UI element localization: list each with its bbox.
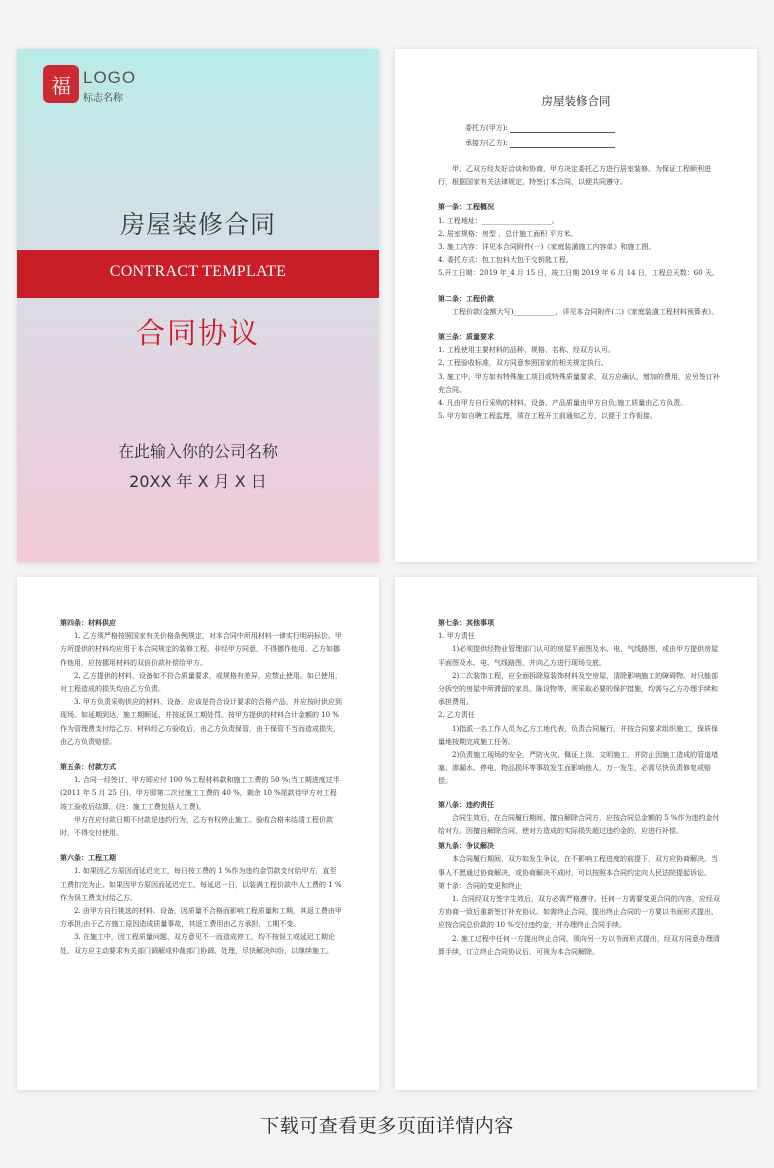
list-item: 1. 工程地址：____________________。: [438, 216, 559, 225]
section-heading: 第四条：材料供应: [60, 619, 116, 627]
party-a-line: [465, 123, 615, 133]
footer-caption: 下载可查看更多页面详情内容: [260, 1115, 514, 1137]
list-item: 2. 工程验收标准，双方同意参照国家的相关规定执行。: [438, 359, 608, 368]
paragraph: 合同生效后，在合同履行期间，擅自解除合同方，应按合同总金额的 5 %作为违约金付给对方。因擅自解除合同，使对方造成的实际损失超过违约金的，应进行补偿。: [438, 813, 720, 836]
logo-icon: [43, 65, 79, 103]
section-heading: 第八条：违约责任: [438, 800, 494, 809]
list-item: 1. 合同一经签订，甲方即应付 100 %工程材料款和施工工费的 50 %;当工期进度过半(2011 年 5 月 25 日)，甲方即第二次付施工工费的 40 %，剩余 10 %尾款待甲方对工程竣工验收后结算。(注：施工工费包括人工费)。: [60, 776, 340, 811]
list-item: 1. 工程使用主要材料的品种、规格、名称、经双方认可。: [438, 346, 615, 355]
sub-heading: 1. 甲方责任: [438, 632, 475, 641]
section-heading: 第九条：争议解决: [438, 842, 494, 851]
cover-band-text: CONTRACT TEMPLATE: [109, 263, 287, 280]
section-heading: 第五条：付款方式: [60, 763, 116, 772]
list-item: 1)必须提供经物业管理部门认可的房屋平面图及水、电、气线路图，或由甲方提供房屋平面图及水、电、气线路图，并向乙方进行现场交底。: [438, 645, 719, 667]
party-a-label: 委托方(甲方):: [465, 124, 508, 132]
list-item: 2. 居室规格：房型 ，总计施工面积 平方米。: [438, 229, 578, 238]
section-heading: 第十条：合同的变更和终止: [438, 881, 522, 890]
list-item: 1. 合同经双方签字生效后，双方必需严格遵守。任何一方需要变更合同的内容，应经双方协商一致后重新签订补充协议。如需终止合同，提出终止合同的一方要以书面形式提出，应按合同总价款的 10 %交付违约金，并办理终止合同手续。: [438, 895, 720, 930]
list-item: 5. 甲方如自聘工程监理，须在工程开工前通知乙方，以便于工作衔接。: [438, 412, 657, 421]
list-item: 2. 由甲方自行挑选的材料、设备，因质量不合格而影响工程质量和工期，其返工费由甲方承担;由于乙方施工原因造成质量事故，其返工费用由乙方承担，工期不变。: [60, 907, 342, 929]
list-item: 3. 施工中，甲方如有特殊施工项目或特殊质量要求，双方应确认，增加的费用，应另签订补充合同。: [438, 372, 720, 394]
list-item: 2. 乙方提供的材料、设备如不符合质量要求，或规格有差异，应禁止使用。如已使用，对工程造成的损失均由乙方负责。: [60, 671, 342, 694]
section-heading: 第二条：工程价款: [438, 294, 494, 303]
section-heading: 第三条：质量要求: [438, 333, 494, 342]
cover-page: [17, 49, 379, 562]
party-b-blank: [510, 139, 615, 148]
party-b-label: 承接方(乙方):: [465, 139, 508, 147]
list-item: 3. 施工内容：详见本合同附件(一)《家庭装潢施工内容单》和施工图。: [438, 243, 656, 252]
list-item: 1. 如果因乙方原因而延迟完工，每日按工费的 1 %作为违约金罚款支付给甲方，直至工费扣完为止。如果因甲方原因而延迟完工，每延迟一日，以装满工程价款中人工费的 1 %作为误工费支付给乙方。: [60, 867, 342, 902]
list-item: 2. 施工过程中任何一方提出终止合同，须向另一方以书面形式提出，经双方同意办理清算手续，订立终止合同协议后，可视为本合同解除。: [438, 934, 720, 956]
page3-body: [438, 617, 721, 959]
list-item: 4. 凡由甲方自行采购的材料、设备、产品质量由甲方自负;施工质量由乙方负责。: [438, 399, 688, 408]
section-heading: 第六条：工程工期: [60, 854, 116, 863]
list-item: 2)负责施工现场的安全，严防火灾、佩证上岗、文明施工，并防止因施工造成的管道堵塞、渗漏水、停电、物品损坏等事故发生而影响他人，万一发生，必需尽快负责修复或赔偿。: [438, 751, 719, 786]
cover-company-name: 在此输入你的公司名称: [117, 442, 278, 461]
contract-page-1: [395, 49, 757, 562]
sub-heading: 2. 乙方责任: [438, 711, 475, 720]
list-item: 1. 乙方须严格按照国家有关价格条例规定，对本合同中所用材料一律实行明码标价。甲方所提供的材料均应用于本合同规定的装修工程，非经甲方同意，不得挪作他用。乙方如挪作他用，应按挪用材料的双倍价款补偿给甲方。: [60, 632, 342, 667]
party-a-blank: [510, 124, 615, 133]
list-item: 1)指派一名工作人员为乙方工地代表，负责合同履行，并按合同要求组织施工，保质保量地按期完成施工任务。: [438, 724, 719, 746]
cover-title: 房屋装修合同: [119, 210, 276, 239]
cover-subtitle: 合同协议: [135, 316, 260, 350]
logo-text: LOGO: [83, 68, 137, 87]
page1-body: [438, 163, 721, 423]
page2-body: [60, 617, 343, 958]
list-item: 甲方在应付款日期不付款是违约行为，乙方有权停止施工。验收合格未结清工程价款时，不得交付使用。: [60, 815, 333, 838]
cover-date: 20XX 年 X 月 X 日: [129, 472, 267, 491]
paragraph: 本合同履行期间，双方如发生争议，在不影响工程进度的前提下，双方应协商解决。当事人不愿通过协商解决，或协商解决不成时，可以按照本合同约定向人民法院提起诉讼。: [438, 855, 718, 877]
doc-title: 房屋装修合同: [541, 94, 611, 108]
logo-glyph: 福: [51, 73, 71, 98]
list-item: 3. 甲方负责采购供应的材料、设备，应该是符合设计要求的合格产品，并应按时供应到现场。如延期到达，施工期顺延，并按延误工期处罚。按甲方提供的材料合计金额的 10 %作为管理费支付给乙方。材料经乙方验收后，由乙方负责保管，由于保管不当而造成损失，由乙方负责赔偿。: [60, 698, 342, 746]
intro-paragraph: 甲、乙双方经友好洽谈和协商，甲方决定委托乙方进行居室装修。为保证工程顺利进行，根据国家有关法律规定，特签订本合同，以便共同遵守。: [438, 165, 711, 187]
list-item: 5.开工日期：2019 年_4 月 15 日，竣工日期 2019 年 6 月 14 日，工程总天数：60 天。: [438, 269, 719, 278]
contract-page-3: [395, 577, 757, 1090]
section-heading: 第一条：工程概况: [438, 203, 494, 212]
list-item: 2)二次装饰工程，应全面拆除原装饰材料及空房屋，清除影响施工的障碍物。对只能部分拆空的房屋中所滞留的家具、陈设物等，须采取必要的保护措施，均需与乙方办理手续和承担费用。: [438, 671, 719, 707]
contract-page-2: [17, 577, 379, 1090]
list-item: 3. 在施工中，因工程质量问题、双方意见不一而造成停工，均不按误工或延迟工期论处，双方应主动要求有关部门调解或仲裁部门协调、处理，尽快解决纠纷，以继续施工。: [60, 933, 335, 955]
paragraph: 工程价款(金额大写)____________，详见本合同附件(二)《家庭装潢工程材料预算表》。: [452, 307, 719, 316]
section-heading: 第七条：其他事项: [438, 619, 494, 627]
party-b-line: [465, 138, 615, 148]
list-item: 4. 委托方式：包工包料大包干交钥匙工程。: [438, 256, 573, 265]
logo-subtitle: 标志名称: [83, 93, 123, 104]
